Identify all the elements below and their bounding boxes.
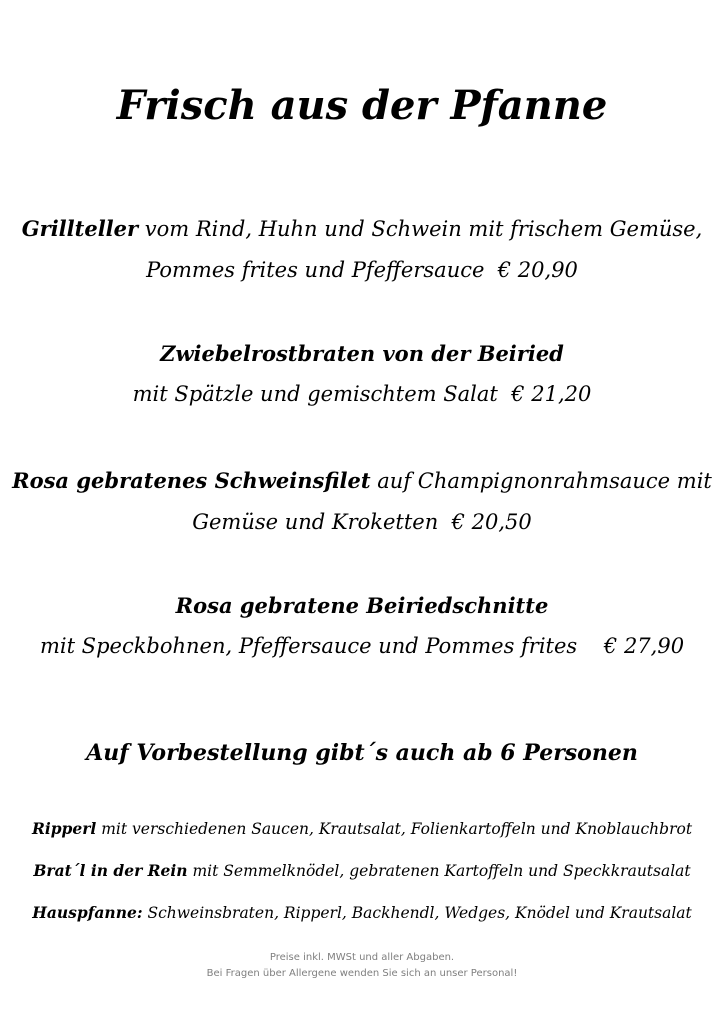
footer-price-note: Preise inkl. MWSt und aller Abgaben. <box>269 952 455 963</box>
dish-description: mit Speckbohnen, Pfeffersauce und Pommes frites <box>39 634 578 658</box>
preorder-item-hauspfanne <box>0 902 724 924</box>
dish-price: € 27,90 <box>603 634 685 658</box>
preorder-item-ripperl <box>0 818 724 840</box>
dish-name: Grillteller <box>21 216 139 241</box>
footer-allergen-note: Bei Fragen über Allergene wenden Sie sich an unser Personal! <box>206 968 518 979</box>
dish-description: mit Spätzle und gemischtem Salat <box>132 382 498 406</box>
preorder-item-name: Hauspfanne: <box>32 903 143 922</box>
dish-line-1 <box>0 208 724 250</box>
dish-beiriedschnitte <box>0 585 724 667</box>
preorder-item-bratl <box>0 860 724 882</box>
dish-price: € 21,20 <box>511 382 592 406</box>
page-title: Frisch aus der Pfanne <box>116 82 608 129</box>
dish-price: € 20,90 <box>497 258 578 282</box>
footer-note <box>0 950 724 982</box>
dish-description: Pommes frites und Pfeffersauce <box>146 258 485 282</box>
dish-grillteller <box>0 208 724 291</box>
preorder-item-text: mit verschiedenen Saucen, Krautsalat, Folienkartoffeln und Knoblauchbrot <box>96 820 693 838</box>
dish-line-2 <box>0 626 724 667</box>
dish-description: vom Rind, Huhn und Schwein mit frischem Gemüse, <box>138 217 703 241</box>
preorder-item-text: mit Semmelknödel, gebratenen Kartoffeln und Speckkrautsalat <box>187 862 691 880</box>
dish-description: auf Champignonrahmsauce mit <box>370 469 712 493</box>
dish-name: Rosa gebratenes Schweinsfilet <box>12 468 371 493</box>
dish-line-2 <box>0 502 724 543</box>
dish-line-1 <box>0 460 724 502</box>
dish-name: Rosa gebratene Beiriedschnitte <box>175 593 549 618</box>
dish-schweinsfilet <box>0 460 724 543</box>
dish-price: € 20,50 <box>451 510 532 534</box>
dish-name: Zwiebelrostbraten von der Beiried <box>160 341 564 366</box>
dish-zwiebelrostbraten <box>0 333 724 415</box>
dish-line-2 <box>0 250 724 291</box>
preorder-item-text: Schweinsbraten, Ripperl, Backhendl, Wedges, Knödel und Krautsalat <box>142 904 692 922</box>
dish-line-2 <box>0 374 724 415</box>
preorder-item-name: Ripperl <box>31 819 97 838</box>
dish-description: Gemüse und Kroketten <box>192 510 439 534</box>
preorder-item-name: Brat´l in der Rein <box>33 861 188 880</box>
preorder-heading: Auf Vorbestellung gibt´s auch ab 6 Personen <box>86 740 638 766</box>
